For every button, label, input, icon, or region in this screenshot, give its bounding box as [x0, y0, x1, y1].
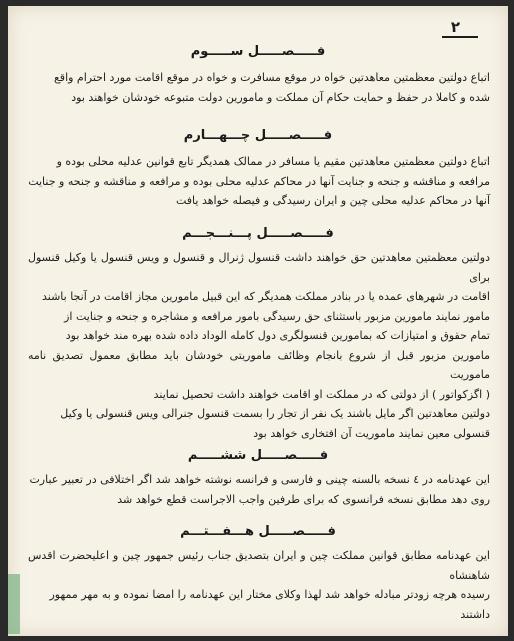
section-7-text: این عهدنامه مطابق قوانین مملکت چین و ایران بتصدیق جناب رئیس جمهور چین و اعلیحضرت اقدس شاهنشاه رسیده هرچه زودتر مبادله خواهد شد لهذا وکلای مختار این عهدنامه را امضا نموده و به مهر ممهور داشتند [28, 549, 490, 621]
section-5-text: دولتین معظمتین معاهدتین حق خواهند داشت قنسول ژنرال و قنسول و ویس قنسول یا وکیل قنسول برای اقامت در شهرهای عمده یا در بنادر مملکت همدیگر که این قبیل مامورین مجاز اقامت در آنجا باشند مامور نمایند مامورین مزبور باستثنای حق رسیدگی بامور مرافعه و مشاجره و جنحه و جنایت از تمام حقوق و امتیازات که بمامورین قنسولگری دول کامله الوداد داده شده بهره مند خواهد بود مامورین مزبور قبل از شروع بانجام وظائف ماموریتی خودشان باید مطابق معمول تصدیق نامه ماموریت ( اگزکواتور ) از دولتی که در مملکت او اقامت خواهند داشت تحصیل نمایند دولتین معاهدتین اگر مایل باشند یک نفر از تجار را بسمت قنسول جنرالی ویس قنسولی یا وکیل قنسولی معین نمایند ماموریت آن افتخاری خواهد بود [28, 251, 490, 440]
section-4-heading: فـــــصـــــل چـــهـــارم [183, 128, 333, 143]
section-5-heading: فـــــصـــــل پـــنـــجـــم [182, 226, 334, 241]
section-6-text: این عهدنامه در ٤ نسخه بالسنه چینی و فارسی و فرانسه نوشته خواهد شد اگر اختلافی در تعبیر عبارت روی دهد مطابق نسخه فرانسوی که برای طرفین واجب الاجراست قطع خواهد شد [29, 473, 490, 506]
section-3-heading: فـــــصـــــل ســـــوم [190, 44, 326, 59]
section-3-text: اتباع دولتین معظمتین معاهدتین خواه در موقع مسافرت و خواه در موقع اقامت مورد احترام واقع شده و کاملا در حفظ و حمایت حکام آن مملکت و مامورین دولت متبوعه خودشان خواهند بود [53, 71, 490, 104]
page-number: ٢ [450, 18, 460, 36]
section-6-heading: فـــــصـــــل ششـــــم [187, 448, 329, 463]
section-4-text: اتباع دولتین معظمتین معاهدتین مقیم یا مسافر در ممالک همدیگر تابع قوانین عدلیه محلی بوده و مرافعه و مناقشه و جنحه و جنایت آنها در محاکم عدلیه محلی بوده و مرافعه و مناقشه و جنحه و جنایت آنها در محاکم عدلیه محلی چین و ایران رسیدگی و فیصله خواهد یافت [28, 155, 490, 207]
page-number-underline [442, 36, 478, 38]
section-7-heading: فـــــصـــــل هـــفـــتـــم [180, 524, 336, 539]
archive-stamp-strip [8, 574, 20, 634]
document-page [8, 6, 508, 636]
